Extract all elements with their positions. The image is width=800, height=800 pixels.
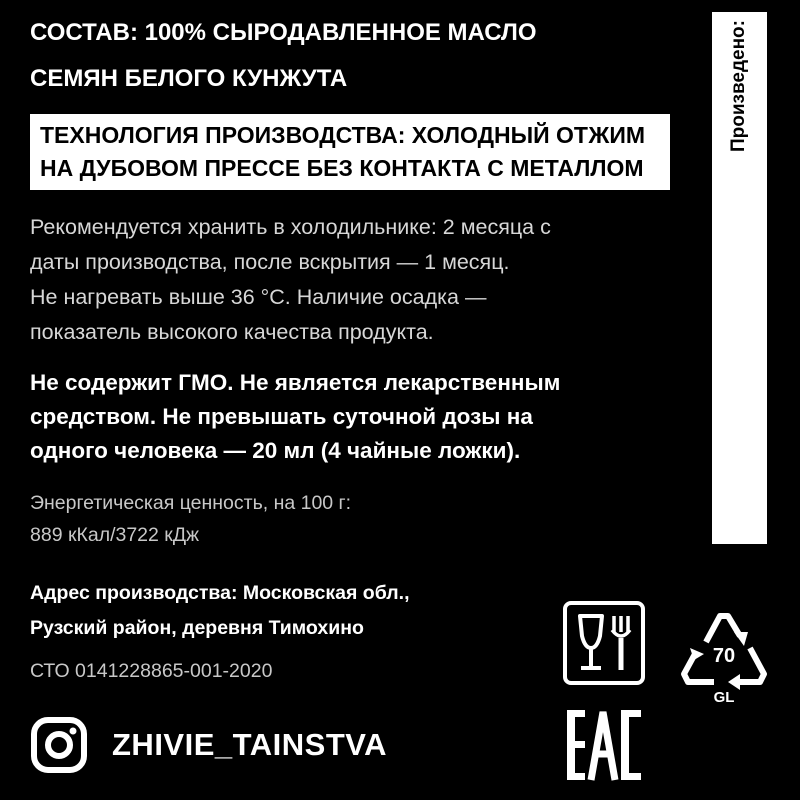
technology-line: НА ДУБОВОМ ПРЕССЕ БЕЗ КОНТАКТА С МЕТАЛЛОМ [40, 155, 644, 181]
storage-line: показатель высокого качества продукта. [30, 320, 434, 344]
storage-line: Не нагревать выше 36 °С. Наличие осадка — [30, 285, 487, 309]
storage-instructions [30, 210, 680, 350]
address-line: Адрес производства: Московская обл., [30, 582, 410, 604]
composition-line: СОСТАВ: 100% СЫРОДАВЛЕННОЕ МАСЛО [30, 19, 537, 46]
production-address [30, 576, 550, 646]
standard-code: СТО 0141228865-001-2020 [30, 660, 273, 682]
composition-block [30, 10, 670, 102]
energy-line: Энергетическая ценность, на 100 г: [30, 492, 352, 514]
address-line: Рузский район, деревня Тимохино [30, 617, 364, 639]
glass-fork-icon [562, 600, 646, 686]
energy-value [30, 487, 530, 551]
composition-line: СЕМЯН БЕЛОГО КУНЖУТА [30, 65, 348, 92]
storage-line: Рекомендуется хранить в холодильнике: 2 месяца с [30, 215, 551, 239]
produced-by-strip [712, 12, 767, 544]
technology-box [30, 114, 670, 190]
warning-block [30, 366, 690, 468]
energy-line: 889 кКал/3722 кДж [30, 524, 200, 546]
recycle-icon [676, 598, 772, 706]
produced-by-label: Произведено: [728, 20, 749, 153]
warning-line: одного человека — 20 мл (4 чайные ложки). [30, 438, 521, 463]
eac-icon [565, 708, 643, 782]
instagram-icon[interactable] [30, 716, 88, 774]
technology-line: ТЕХНОЛОГИЯ ПРОИЗВОДСТВА: ХОЛОДНЫЙ ОТЖИМ [40, 122, 646, 148]
storage-line: даты производства, после вскрытия — 1 месяц. [30, 250, 510, 274]
warning-line: средством. Не превышать суточной дозы на [30, 404, 533, 429]
instagram-handle[interactable]: ZHIVIE_TAINSTVA [112, 727, 388, 762]
recycle-code: 70 [712, 645, 736, 667]
warning-line: Не содержит ГМО. Не является лекарственным [30, 370, 561, 395]
recycle-material: GL [713, 689, 735, 706]
